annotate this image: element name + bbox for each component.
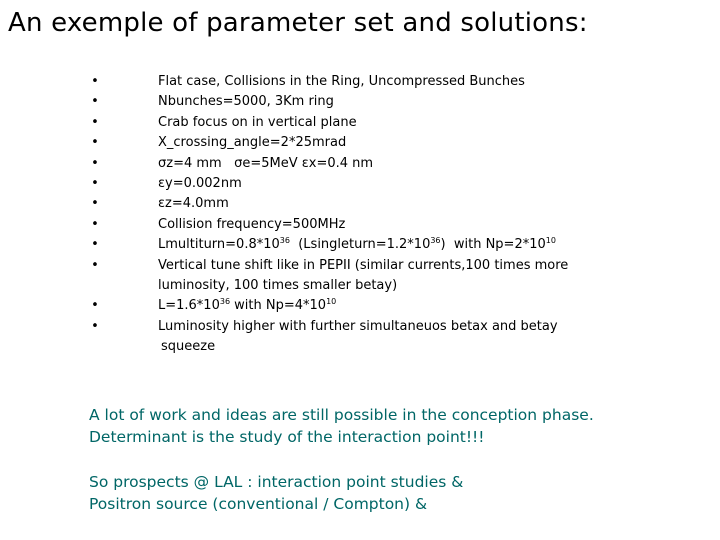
list-item: • Crab focus on in vertical plane — [90, 113, 710, 133]
bullet-icon: • — [91, 318, 99, 334]
bullet-icon: • — [91, 196, 99, 212]
list-item: • εz=4.0mm — [90, 194, 710, 214]
bullet-icon: • — [91, 114, 99, 130]
list-item: • Nbunches=5000, 3Km ring — [90, 92, 710, 112]
parameter-list — [90, 72, 710, 358]
bullet-icon: • — [91, 155, 99, 171]
conclusion-text: A lot of work and ideas are still possible in the conception phase. Determinant is the study of the interaction point!!! — [89, 406, 594, 446]
list-item: • Luminosity higher with further simultaneuos betax and betay squeeze — [91, 318, 558, 355]
list-item: • Collision frequency=500MHz — [90, 215, 710, 235]
prospects-text: So prospects @ LAL : interaction point studies & Positron source (conventional / Compton) & — [89, 473, 464, 513]
bullet-icon: • — [91, 94, 99, 110]
list-item: • Flat case, Collisions in the Ring, Uncompressed Bunches — [90, 72, 710, 92]
slide-title: An exemple of parameter set and solutions: — [8, 8, 588, 38]
bullet-icon: • — [91, 298, 99, 314]
list-item: • σz=4 mm σe=5MeV εx=0.4 nm — [90, 154, 710, 174]
list-item: • Vertical tune shift like in PEPII (similar currents,100 times more luminosity, 100 times smaller betay) — [91, 257, 569, 294]
bullet-icon: • — [91, 176, 99, 192]
bullet-icon: • — [91, 74, 99, 89]
list-item: • X_crossing_angle=2*25mrad — [90, 133, 710, 153]
bullet-icon: • — [91, 216, 99, 232]
bullet-icon: • — [91, 257, 99, 273]
list-item: • $L=1.6*10^{36}$ with $Np=4*10^{10}$ — [90, 296, 710, 316]
bullet-icon: • — [91, 237, 99, 253]
bullet-icon: • — [91, 135, 99, 151]
list-item: • $Lmultiturn=0.8*10^{36}$ $(Lsingleturn=1.2*10^{36})$ with $Np=2*10^{10}$ — [90, 235, 710, 255]
list-item: • εy=0.002nm — [90, 174, 710, 194]
